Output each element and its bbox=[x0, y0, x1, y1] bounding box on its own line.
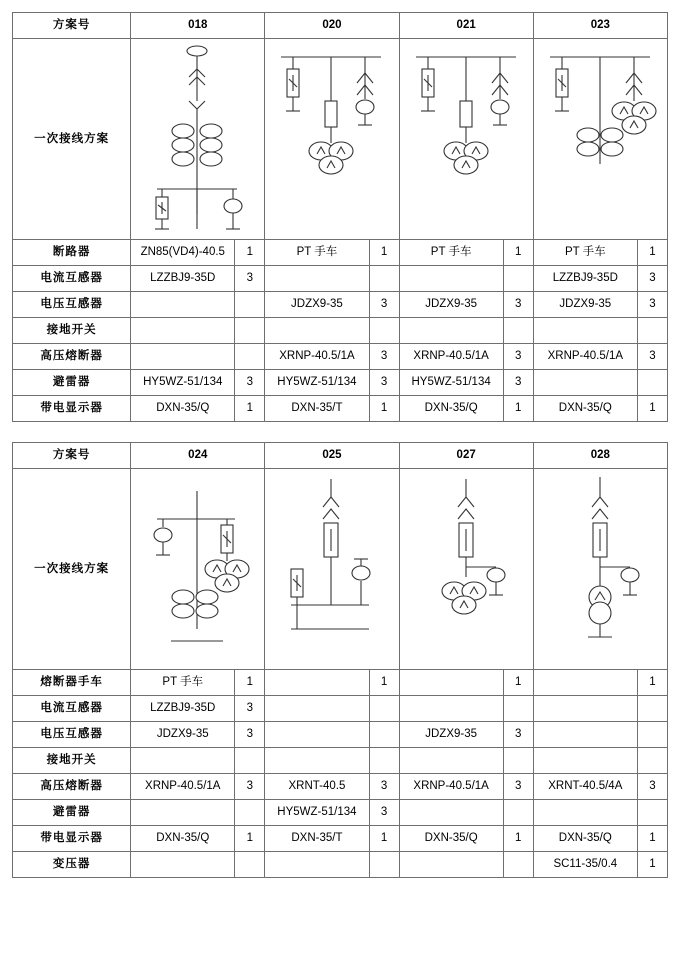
cell-value: XRNP-40.5/1A bbox=[533, 344, 637, 370]
row-label-pt: 电压互感器 bbox=[13, 292, 131, 318]
cell-value bbox=[533, 696, 637, 722]
cell-value: HY5WZ-51/134 bbox=[399, 370, 503, 396]
cell-value bbox=[399, 852, 503, 878]
diagram-svg-023 bbox=[538, 39, 663, 239]
wiring-diagram-020 bbox=[265, 39, 399, 240]
header-scheme-label: 方案号 bbox=[13, 13, 131, 39]
cell-value bbox=[265, 722, 369, 748]
row-label-arrester: 避雷器 bbox=[13, 370, 131, 396]
cell-qty bbox=[235, 292, 265, 318]
table-header-row bbox=[13, 443, 668, 469]
wiring-diagram-023 bbox=[533, 39, 667, 240]
cell-value bbox=[399, 696, 503, 722]
cell-qty: 3 bbox=[235, 774, 265, 800]
cell-qty: 1 bbox=[637, 852, 667, 878]
cell-qty: 3 bbox=[369, 344, 399, 370]
cell-qty bbox=[369, 696, 399, 722]
diagram-svg-018 bbox=[135, 39, 260, 239]
scheme-table-2 bbox=[12, 442, 668, 878]
scheme-number-4: 028 bbox=[533, 443, 667, 469]
cell-value bbox=[533, 670, 637, 696]
cell-value bbox=[131, 292, 235, 318]
cell-qty: 1 bbox=[235, 240, 265, 266]
cell-value: LZZBJ9-35D bbox=[533, 266, 637, 292]
cell-qty bbox=[235, 852, 265, 878]
cell-value: DXN-35/T bbox=[265, 826, 369, 852]
cell-value bbox=[131, 852, 235, 878]
cell-qty: 1 bbox=[637, 670, 667, 696]
row-label-breaker: 断路器 bbox=[13, 240, 131, 266]
cell-value: JDZX9-35 bbox=[399, 722, 503, 748]
table-row bbox=[13, 722, 668, 748]
cell-qty bbox=[637, 722, 667, 748]
cell-qty: 1 bbox=[637, 240, 667, 266]
cell-qty: 1 bbox=[503, 396, 533, 422]
cell-value: XRNP-40.5/1A bbox=[131, 774, 235, 800]
row-label-live-indicator: 带电显示器 bbox=[13, 826, 131, 852]
cell-value bbox=[131, 318, 235, 344]
cell-value: DXN-35/T bbox=[265, 396, 369, 422]
cell-qty: 1 bbox=[369, 826, 399, 852]
cell-value bbox=[265, 670, 369, 696]
cell-qty: 3 bbox=[503, 292, 533, 318]
cell-value bbox=[533, 748, 637, 774]
scheme-table-1 bbox=[12, 12, 668, 422]
cell-value bbox=[399, 670, 503, 696]
cell-qty bbox=[369, 852, 399, 878]
table-header-row bbox=[13, 13, 668, 39]
cell-qty: 1 bbox=[637, 396, 667, 422]
row-label-ct: 电流互感器 bbox=[13, 266, 131, 292]
diagram-svg-024 bbox=[135, 469, 260, 669]
cell-qty bbox=[503, 696, 533, 722]
cell-value: XRNP-40.5/1A bbox=[265, 344, 369, 370]
cell-value: HY5WZ-51/134 bbox=[265, 370, 369, 396]
cell-qty: 3 bbox=[637, 774, 667, 800]
diagram-svg-025 bbox=[269, 469, 394, 669]
scheme-number-1: 018 bbox=[131, 13, 265, 39]
row-label-hv-fuse: 高压熔断器 bbox=[13, 774, 131, 800]
cell-value bbox=[265, 696, 369, 722]
cell-value: PT 手车 bbox=[265, 240, 369, 266]
cell-qty bbox=[503, 852, 533, 878]
scheme-number-2: 025 bbox=[265, 443, 399, 469]
cell-value bbox=[131, 800, 235, 826]
cell-value bbox=[533, 722, 637, 748]
table-row bbox=[13, 240, 668, 266]
cell-qty: 3 bbox=[369, 370, 399, 396]
table-row bbox=[13, 748, 668, 774]
cell-qty: 3 bbox=[503, 774, 533, 800]
cell-value: PT 手车 bbox=[399, 240, 503, 266]
cell-qty: 3 bbox=[369, 292, 399, 318]
row-label-fuse-truck: 熔断器手车 bbox=[13, 670, 131, 696]
diagram-svg-020 bbox=[269, 39, 394, 239]
row-label-pt: 电压互感器 bbox=[13, 722, 131, 748]
diagram-row-label: 一次接线方案 bbox=[13, 469, 131, 670]
header-scheme-label: 方案号 bbox=[13, 443, 131, 469]
cell-qty: 3 bbox=[369, 774, 399, 800]
cell-qty: 1 bbox=[503, 826, 533, 852]
cell-qty: 1 bbox=[637, 826, 667, 852]
cell-value bbox=[533, 318, 637, 344]
cell-qty: 3 bbox=[637, 266, 667, 292]
table-row bbox=[13, 318, 668, 344]
cell-value: DXN-35/Q bbox=[533, 826, 637, 852]
row-label-transformer: 变压器 bbox=[13, 852, 131, 878]
cell-value: SC11-35/0.4 bbox=[533, 852, 637, 878]
cell-value bbox=[265, 748, 369, 774]
table-row bbox=[13, 344, 668, 370]
cell-qty bbox=[637, 318, 667, 344]
cell-value: XRNT-40.5 bbox=[265, 774, 369, 800]
cell-value: JDZX9-35 bbox=[399, 292, 503, 318]
cell-qty bbox=[369, 722, 399, 748]
cell-qty bbox=[503, 266, 533, 292]
row-label-earthing-switch: 接地开关 bbox=[13, 318, 131, 344]
cell-value: JDZX9-35 bbox=[533, 292, 637, 318]
wiring-diagram-018 bbox=[131, 39, 265, 240]
cell-qty bbox=[235, 318, 265, 344]
cell-qty bbox=[235, 800, 265, 826]
cell-value: DXN-35/Q bbox=[533, 396, 637, 422]
cell-qty bbox=[369, 748, 399, 774]
cell-value: DXN-35/Q bbox=[131, 826, 235, 852]
cell-value: JDZX9-35 bbox=[131, 722, 235, 748]
cell-qty: 3 bbox=[637, 344, 667, 370]
wiring-diagram-028 bbox=[533, 469, 667, 670]
cell-value bbox=[399, 266, 503, 292]
table-row bbox=[13, 774, 668, 800]
cell-value bbox=[265, 266, 369, 292]
cell-qty: 1 bbox=[369, 670, 399, 696]
cell-value bbox=[399, 318, 503, 344]
diagram-row-label: 一次接线方案 bbox=[13, 39, 131, 240]
cell-qty: 1 bbox=[235, 670, 265, 696]
scheme-number-3: 021 bbox=[399, 13, 533, 39]
cell-value bbox=[265, 852, 369, 878]
table-row bbox=[13, 826, 668, 852]
cell-qty bbox=[503, 318, 533, 344]
cell-value: ZN85(VD4)-40.5 bbox=[131, 240, 235, 266]
cell-qty: 1 bbox=[369, 240, 399, 266]
cell-value: PT 手车 bbox=[131, 670, 235, 696]
wiring-diagram-027 bbox=[399, 469, 533, 670]
cell-qty: 1 bbox=[503, 670, 533, 696]
scheme-number-1: 024 bbox=[131, 443, 265, 469]
cell-qty: 3 bbox=[503, 722, 533, 748]
diagram-svg-027 bbox=[404, 469, 529, 669]
row-label-hv-fuse: 高压熔断器 bbox=[13, 344, 131, 370]
cell-qty bbox=[637, 748, 667, 774]
cell-qty bbox=[503, 748, 533, 774]
cell-value bbox=[131, 748, 235, 774]
diagram-svg-028 bbox=[538, 469, 663, 669]
cell-qty: 1 bbox=[369, 396, 399, 422]
wiring-diagram-021 bbox=[399, 39, 533, 240]
cell-qty bbox=[235, 344, 265, 370]
row-label-earthing-switch: 接地开关 bbox=[13, 748, 131, 774]
cell-qty: 3 bbox=[235, 266, 265, 292]
cell-value: DXN-35/Q bbox=[399, 826, 503, 852]
cell-qty: 3 bbox=[235, 722, 265, 748]
scheme-number-2: 020 bbox=[265, 13, 399, 39]
table-row bbox=[13, 800, 668, 826]
cell-value: LZZBJ9-35D bbox=[131, 696, 235, 722]
cell-value: DXN-35/Q bbox=[131, 396, 235, 422]
cell-value: HY5WZ-51/134 bbox=[265, 800, 369, 826]
wiring-diagram-025 bbox=[265, 469, 399, 670]
cell-value bbox=[131, 344, 235, 370]
cell-value: HY5WZ-51/134 bbox=[131, 370, 235, 396]
cell-qty: 1 bbox=[503, 240, 533, 266]
cell-value: XRNP-40.5/1A bbox=[399, 344, 503, 370]
cell-qty bbox=[637, 696, 667, 722]
cell-value: LZZBJ9-35D bbox=[131, 266, 235, 292]
cell-value: XRNT-40.5/4A bbox=[533, 774, 637, 800]
cell-qty bbox=[369, 318, 399, 344]
table-row bbox=[13, 292, 668, 318]
cell-qty: 1 bbox=[235, 826, 265, 852]
table-row bbox=[13, 670, 668, 696]
row-label-live-indicator: 带电显示器 bbox=[13, 396, 131, 422]
diagram-row bbox=[13, 39, 668, 240]
row-label-arrester: 避雷器 bbox=[13, 800, 131, 826]
cell-value: PT 手车 bbox=[533, 240, 637, 266]
row-label-ct: 电流互感器 bbox=[13, 696, 131, 722]
table-row bbox=[13, 370, 668, 396]
table-row bbox=[13, 266, 668, 292]
scheme-number-4: 023 bbox=[533, 13, 667, 39]
cell-qty bbox=[235, 748, 265, 774]
diagram-svg-021 bbox=[404, 39, 529, 239]
cell-qty: 3 bbox=[235, 370, 265, 396]
cell-qty: 1 bbox=[235, 396, 265, 422]
diagram-row bbox=[13, 469, 668, 670]
table-row bbox=[13, 696, 668, 722]
table-row bbox=[13, 396, 668, 422]
cell-value bbox=[265, 318, 369, 344]
table-row bbox=[13, 852, 668, 878]
cell-value: DXN-35/Q bbox=[399, 396, 503, 422]
cell-value: JDZX9-35 bbox=[265, 292, 369, 318]
cell-qty bbox=[637, 800, 667, 826]
scheme-number-3: 027 bbox=[399, 443, 533, 469]
cell-qty bbox=[637, 370, 667, 396]
wiring-diagram-024 bbox=[131, 469, 265, 670]
cell-qty: 3 bbox=[503, 370, 533, 396]
cell-value bbox=[533, 370, 637, 396]
cell-value: XRNP-40.5/1A bbox=[399, 774, 503, 800]
cell-qty: 3 bbox=[369, 800, 399, 826]
cell-qty: 3 bbox=[235, 696, 265, 722]
cell-qty bbox=[369, 266, 399, 292]
cell-qty: 3 bbox=[637, 292, 667, 318]
cell-qty bbox=[503, 800, 533, 826]
cell-qty: 3 bbox=[503, 344, 533, 370]
cell-value bbox=[399, 748, 503, 774]
cell-value bbox=[533, 800, 637, 826]
cell-value bbox=[399, 800, 503, 826]
